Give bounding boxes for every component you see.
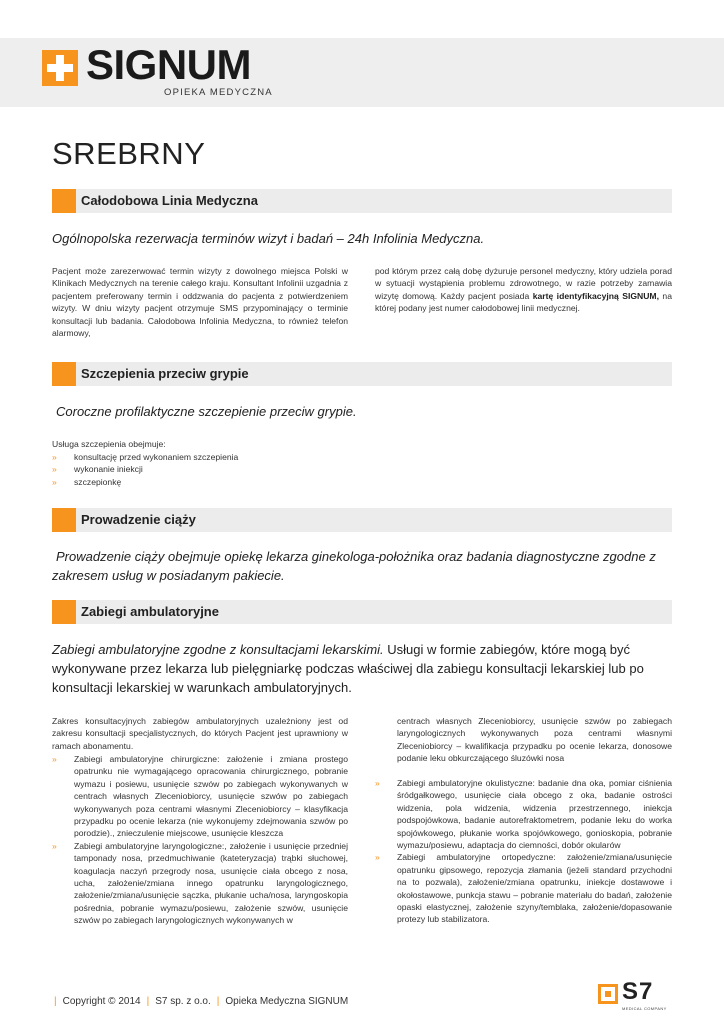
logo-wordmark: SIGNUM: [86, 41, 251, 88]
bullet-arrow-icon: »: [52, 754, 57, 764]
footer-separator: |: [54, 996, 57, 1007]
list-item: » Zabiegi ambulatoryjne okulistyczne: badanie dna oka, pomiar ciśnienia śródgałkowego, usunięcie ciała obcego z oka, badanie ostrości widzenia, pola widzenia, widzenia przestrzennego, iniekcja podspojówkowa, badanie autorefraktometrem, podanie leku do worka spojówkowego, płukanie worka spojówkowego, gonioskopia, pobranie wymazu/posiewu, adaptacja do ciemności, dobór okularów: [375, 778, 672, 851]
orange-square-icon: [52, 362, 76, 386]
list-intro: Usługa szczepienia obejmuje:: [52, 439, 166, 449]
bullet-arrow-icon: »: [375, 852, 380, 863]
bullet-arrow-icon: »: [52, 452, 57, 462]
section-title: Zabiegi ambulatoryjne: [81, 604, 219, 619]
s7-square-icon: [598, 984, 618, 1004]
section-lead: Ogólnopolska rezerwacja terminów wizyt i badań – 24h Infolinia Medyczna.: [52, 231, 485, 246]
page-title: SREBRNY: [52, 136, 206, 171]
orange-square-icon: [52, 600, 76, 624]
section-lead: Prowadzenie ciąży obejmuje opiekę lekarza ginekologa-położnika oraz badania diagnostyczne zgodne z zakresem usług w posiadanym pakiecie.: [52, 549, 656, 583]
body-paragraph-left: Pacjent może zarezerwować termin wizyty z dowolnego miejsca Polski w Klinikach Medycznych na terenie całego kraju. Konsultant Infolinii uzgadnia z pacjentem preferowany termin i oddzwania do pacjenta z potwierdzeniem wizyty. W dniu wizyty pacjent otrzymuje SMS przypominający o terminie konsultacji lub badania. Całodobowa Infolinia Medyczna, to również telefon alarmowy,: [52, 266, 348, 339]
s7-logo: [598, 978, 674, 1014]
footer-separator: |: [146, 996, 150, 1007]
bullet-arrow-icon: »: [375, 778, 380, 788]
section-header-linia: [52, 189, 672, 213]
section-lead: Coroczne profilaktyczne szczepienie przeciw grypie.: [56, 404, 357, 419]
logo-subtitle: OPIEKA MEDYCZNA: [164, 87, 273, 98]
zabiegi-right-continuation: centrach własnych Zleceniobiorcy, usunięcie szwów po zabiegach laryngologicznych wykonywanych poza centrami własnymi Zleceniobiorcy – kwalifikacja przypadku po ocenie lekarza, donosowe podanie leku obkurczającego śluzówki nosa: [397, 716, 672, 764]
list-item: » konsultację przed wykonaniem szczepienia: [52, 452, 239, 462]
zabiegi-intro: Zakres konsultacyjnych zabiegów ambulatoryjnych uzależniony jest od zakresu konsultacji specjalistycznych, do których Pacjent jest uprawniony w ramach abonamentu.: [52, 716, 348, 751]
section-title: Szczepienia przeciw grypie: [81, 366, 249, 381]
footer-product: Opieka Medyczna SIGNUM: [225, 996, 349, 1007]
list-item: » szczepionkę: [52, 476, 122, 487]
s7-caption: MEDICAL COMPANY: [622, 1006, 667, 1011]
zabiegi-right-list: [375, 777, 672, 926]
list-item: » Zabiegi ambulatoryjne ortopedyczne: założenie/zmiana/usunięcie opatrunku gipsowego, repozycja złamania (jeżeli standard przychodni na to pozwala), założenie/zmiana opatrunku, iniekcje dostawowe i okołostawowe, punkcja stawu – pobranie materiału do badań, założenie opaski elastycznej, założenie szyny/temblaka, założenie/dopasowanie protezy lub stabilizatora.: [375, 852, 672, 925]
section-header-szczepienia: [52, 362, 672, 386]
list-item: » wykonanie iniekcji: [52, 464, 143, 475]
footer-copyright: Copyright © 2014: [62, 996, 141, 1007]
footer-separator: |: [216, 996, 220, 1007]
footer: [48, 996, 348, 1007]
section-header-zabiegi: [52, 600, 672, 624]
vaccination-list: [52, 451, 452, 488]
section-header-ciaza: [52, 508, 672, 532]
bullet-arrow-icon: »: [52, 464, 57, 475]
plus-cross-icon: [42, 50, 78, 86]
id-card-emphasis: kartę identyfikacyjną SIGNUM,: [532, 290, 659, 301]
section-title: Prowadzenie ciąży: [81, 512, 196, 527]
section-title: Całodobowa Linia Medyczna: [81, 193, 258, 208]
zabiegi-left-list: [52, 753, 348, 927]
orange-square-icon: [52, 189, 76, 213]
footer-company: S7 sp. z o.o.: [155, 996, 211, 1007]
section-lead: Zabiegi ambulatoryjne zgodne z konsultacjami lekarskimi. Usługi w formie zabiegów, które mogą być wykonywane przez lekarza lub pielęgniarkę podczas właściwej dla zabiegu konsultacji lekarskiej lub po konsultacji lekarskiej w warunkach ambulatoryjnych.: [52, 642, 644, 695]
s7-wordmark: S7: [622, 978, 654, 1005]
body-paragraph-right: pod którym przez całą dobę dyżuruje personel medyczny, który udziela porad w sytuacji wystąpienia problemu zdrowotnego, w razie potrzeby zamawia wizytę domową. Każdy pacjent posiada kartę identyfikacyjną SIGNUM, na której podany jest numer całodobowej linii medycznej.: [375, 266, 672, 314]
list-item: » Zabiegi ambulatoryjne chirurgiczne: założenie i zmiana prostego opatrunku nie wymagającego opracowania chirurgicznego, pobranie wymazu i posiewu, usunięcie szwów po zabiegach wykonywanych w centrach własnych Zleceniobiorcy, usunięcie szwów po zabiegach wykonywanych poza centrami własnymi Zleceniobiorcy – klasyfikacja przypadku po ocenie lekarza (nie wykonujemy zdejmowania szwów po porodzie)., znieczulenie miejscowe, usunięcie kleszcza: [52, 754, 348, 839]
list-item: » Zabiegi ambulatoryjne laryngologiczne:, założenie i usunięcie przedniej tamponady nosa, przedmuchiwanie (kateteryzacja) trąbki słuchowej, koagulacja naczyń przegrody nosa, usunięcie ciała obcego z nosa, ucha, założenie/zmiana innego opatrunku laryngologicznego, założenie/zmiana/usunięcie sączka, płukanie ucha/nosa, laryngoskopia pośrednia, pobranie wymazu/posiewu, założenie szwów, usunięcie szwów po zabiegach laryngologicznych wykonywanych w: [52, 840, 348, 926]
orange-square-icon: [52, 508, 76, 532]
bullet-arrow-icon: »: [52, 476, 57, 487]
bullet-arrow-icon: »: [52, 840, 57, 851]
